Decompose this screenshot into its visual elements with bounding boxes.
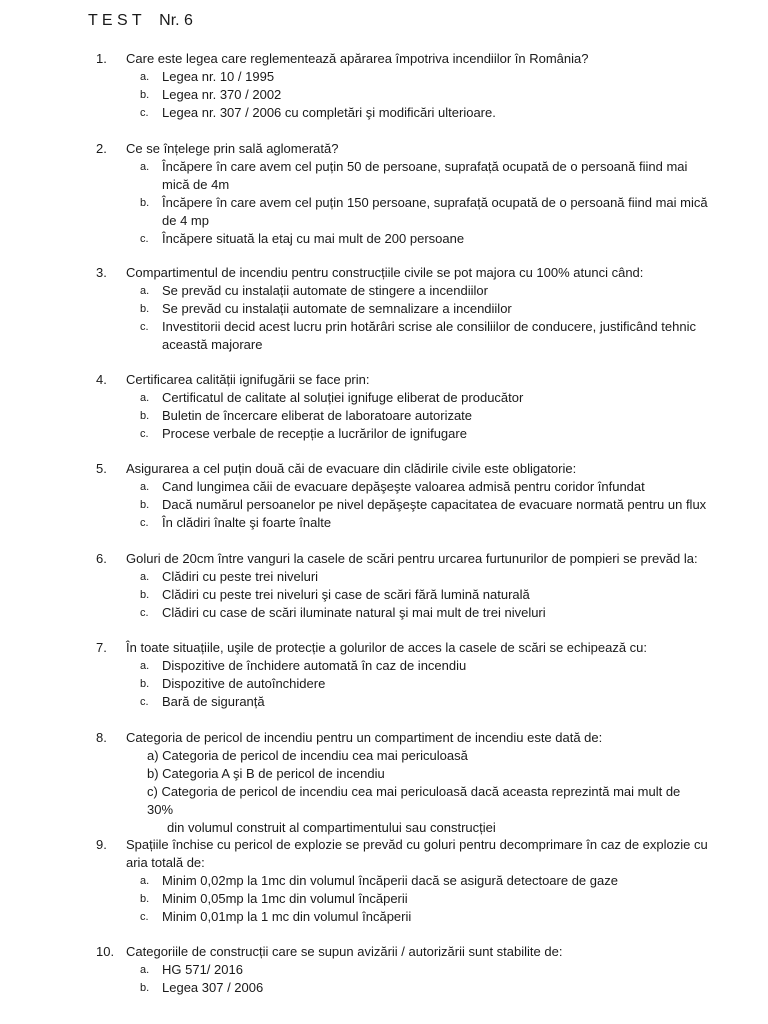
question-text: Compartimentul de incendiu pentru construcțiile civile se pot majora cu 100% atunci când: [126, 265, 644, 280]
option-c: c. În clădiri înalte şi foarte înalte [140, 515, 332, 530]
question-4 [0, 371, 768, 443]
question-number: 2. [96, 141, 107, 156]
question-text: Categoria de pericol de incendiu pentru un compartiment de incendiu este dată de: [126, 730, 603, 745]
option-a: a. Cand lungimea căii de evacuare depăşeşte valoarea admisă pentru coridor înfundat [140, 479, 645, 494]
test-title: T E S T Nr. 6 [88, 12, 193, 29]
option-c: c. Legea nr. 307 / 2006 cu completări şi modificări ulterioare. [140, 105, 496, 120]
question-text: În toate situațiile, uşile de protecție a golurilor de acces la casele de scări se echipează cu: [126, 640, 648, 655]
option-b: b. Dispozitive de autoînchidere [140, 676, 326, 691]
question-7 [0, 639, 768, 711]
option-c: c. Clădiri cu case de scări iluminate natural şi mai mult de trei niveluri [140, 605, 546, 620]
option-c: c. Investitorii decid acest lucru prin hotărâri scrise ale consiliilor de conducere, justificând tehnic această majorare [140, 319, 696, 352]
question-number: 5. [96, 461, 107, 476]
option-a: a. Minim 0,02mp la 1mc din volumul încăperii dacă se asigură detectoare de gaze [140, 873, 618, 888]
option-a: a. Clădiri cu peste trei niveluri [140, 569, 319, 584]
question-text: Ce se înțelege prin sală aglomerată? [126, 141, 339, 156]
option-b: b. Încăpere în care avem cel puțin 150 persoane, suprafață ocupată de o persoană fiind mai mică de 4 mp [140, 195, 708, 228]
option-c: c) Categoria de pericol de incendiu cea mai periculoasă dacă aceasta reprezintă mai mult de 30% din volumul construit al compartimentului sau construcției [147, 784, 681, 835]
question-number: 9. [96, 837, 107, 852]
question-text: Spațiile închise cu pericol de explozie se prevăd cu goluri pentru decomprimare în caz de explozie cu aria totală de: [126, 837, 708, 870]
question-text: Categoriile de construcții care se supun avizării / autorizării sunt stabilite de: [126, 944, 563, 959]
question-5 [0, 460, 768, 532]
question-3 [0, 264, 768, 354]
option-b: b. Minim 0,05mp la 1mc din volumul încăperii [140, 891, 408, 906]
question-number: 1. [96, 51, 107, 66]
option-a: a. HG 571/ 2016 [140, 962, 243, 977]
option-b: b. Dacă numărul persoanelor pe nivel depăşeşte capacitatea de evacuare normată pentru un flux [140, 497, 707, 512]
option-a: a) Categoria de pericol de incendiu cea mai periculoasă [147, 748, 468, 763]
question-number: 10. [96, 944, 115, 959]
question-9 [0, 836, 768, 926]
question-2 [0, 140, 768, 248]
option-c: c. Încăpere situată la etaj cu mai mult de 200 persoane [140, 231, 465, 246]
option-b: b. Buletin de încercare eliberat de laboratoare autorizate [140, 408, 473, 423]
question-10 [0, 943, 768, 997]
question-text: Asigurarea a cel puțin două căi de evacuare din clădirile civile este obligatorie: [126, 461, 577, 476]
option-b: b) Categoria A şi B de pericol de incendiu [147, 766, 385, 781]
option-c: c. Minim 0,01mp la 1 mc din volumul încăperii [140, 909, 412, 924]
option-b: b. Legea 307 / 2006 [140, 980, 264, 995]
question-text: Certificarea calității ignifugării se face prin: [126, 372, 370, 387]
option-a: a. Încăpere în care avem cel puțin 50 de persoane, suprafață ocupată de o persoană fiind mai mică de 4m [140, 159, 688, 192]
question-number: 4. [96, 372, 107, 387]
question-text: Goluri de 20cm între vanguri la casele de scări pentru urcarea furtunurilor de pompieri se prevăd la: [126, 551, 698, 566]
option-b: b. Clădiri cu peste trei niveluri şi case de scări fără lumină naturală [140, 587, 530, 602]
question-number: 3. [96, 265, 107, 280]
option-c: c. Bară de siguranță [140, 694, 265, 709]
option-b: b. Legea nr. 370 / 2002 [140, 87, 282, 102]
option-b: b. Se prevăd cu instalații automate de semnalizare a incendiilor [140, 301, 512, 316]
question-number: 7. [96, 640, 107, 655]
question-6 [0, 550, 768, 622]
option-a: a. Certificatul de calitate al soluției ignifuge eliberat de producător [140, 390, 524, 405]
option-c: c. Procese verbale de recepție a lucrărilor de ignifugare [140, 426, 467, 441]
question-8 [0, 729, 768, 837]
question-text: Care este legea care reglementează apărarea împotriva incendiilor în România? [126, 51, 589, 66]
question-number: 6. [96, 551, 107, 566]
option-a: a. Legea nr. 10 / 1995 [140, 69, 275, 84]
option-a: a. Dispozitive de închidere automată în caz de incendiu [140, 658, 467, 673]
option-a: a. Se prevăd cu instalații automate de stingere a incendiilor [140, 283, 488, 298]
question-number: 8. [96, 730, 107, 745]
question-1 [0, 50, 768, 122]
